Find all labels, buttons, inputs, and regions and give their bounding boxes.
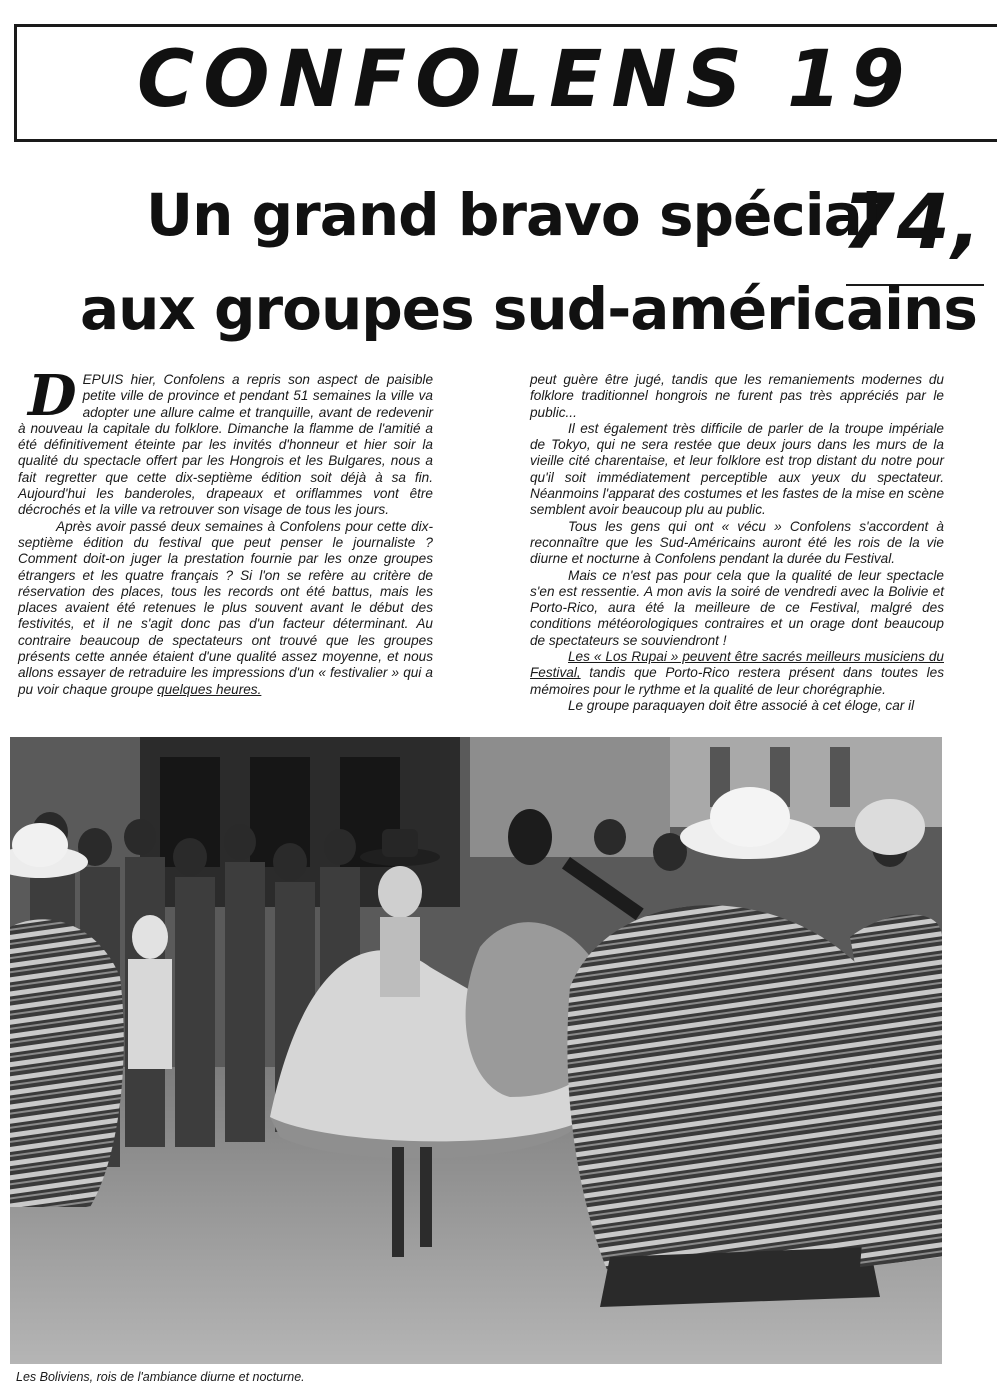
article-column-left (18, 363, 433, 698)
article-paragraph-r5 (530, 649, 944, 698)
los-rupai-underlined: Les « Los Rupai » peuvent être sacrés meilleurs musiciens du Festival, (530, 649, 944, 681)
article-paragraph-r3: Tous les gens qui ont « vécu » Confolens s'accordent à reconnaître que les Sud-Américains auront été les rois de la vie diurne et nocturne à Confolens pendant la durée du Festival. (530, 518, 944, 567)
masthead-year-continuation: 74, (842, 177, 983, 266)
article-paragraph-r4: Mais ce n'est pas pour cela que la qualité de leur spectacle s'en est ressentie. A mon avis la soiré de vendredi avec la Bolivie et Porto-Rico, aura été la meilleure de ce Festival, malgré des conditions météorologiques contraires et un orage dont beaucoup de spectateurs se souviendront ! (530, 567, 944, 648)
paragraph-r5-rest: tandis que Porto-Rico restera présent dans toutes les mémoires pour le rythme et la qualité de leur chorégraphie. (530, 665, 944, 697)
article-column-right (530, 372, 944, 714)
article-paragraph-1 (18, 363, 433, 519)
drop-cap: D (28, 363, 77, 429)
article-paragraph-r1: peut guère être jugé, tandis que les remaniements modernes du folklore traditionnel hongrois ne furent pas très appréciés par le public... (530, 372, 944, 420)
lead-caps: EPUIS (82, 372, 124, 387)
photo-illustration (10, 737, 942, 1364)
article-paragraph-r6: Le groupe paraquayen doit être associé à cet éloge, car il (568, 697, 915, 713)
headline-line-2: aux groupes sud-américains (80, 275, 977, 343)
paragraph-1-text: hier, Confolens a repris son aspect de paisible petite ville de province et pendant 51 semaines la ville va adopter une allure calme et tranquille, avant de redevenir à nouveau la capitale du folklore. Dimanche la flamme de l'amitié a été définitivement éteinte par les invités d'honneur et hier soir la qualité du spectacle offert par les Hongrois et les Bulgares, nous a fait regretter que cette dix-septième édition soit déjà à sa fin. Aujourd'hui les banderoles, drapeaux et oriflammes vont être décrochés et la ville va retrouver son visage de tous les jours. (18, 372, 433, 518)
masthead-title: CONFOLENS 19 (137, 35, 914, 125)
photo-caption: Les Boliviens, rois de l'ambiance diurne et nocturne. (16, 1370, 305, 1384)
article-paragraph-r2: Il est également très difficile de parler de la troupe impériale de Tokyo, qui ne sera restée que deux jours dans les murs de la vieille cité charentaise, et leur folklore est trop distant du notre pour qu'il soit immédiatement perceptible aux yeux du spectateur. Néanmoins l'apparat des costumes et les fastes de la mise en scène semblent avoir beaucoup plu au public. (530, 420, 944, 518)
photo-bolivian-dancers (10, 737, 942, 1364)
paragraph-2-text: Après avoir passé deux semaines à Confolens pour cette dix-septième édition du festival que peut penser le journaliste ? Comment doit-on juger la prestation fournie par les onze groupes étrangers et les quatre français ? Si l'on se refère au critère de réservation des places, tous les records ont été battus, mais les places avaient été retenues le plus souvent avant le début des festivités, et il ne s'agit donc pas d'un facteur déterminant. Au contraire beaucoup de spectateurs ont trouvé que les groupes présents cette année étaient d'une qualité assez moyenne, et nous allons essayer de retraduire les impressions d'un « festivalier » qui a pu voir chaque groupe (18, 518, 433, 697)
paragraph-2-tail: quelques heures. (157, 681, 262, 697)
article-paragraph-2 (18, 519, 433, 698)
masthead-box (14, 24, 997, 142)
headline-line-1: Un grand bravo spécial (146, 181, 881, 249)
